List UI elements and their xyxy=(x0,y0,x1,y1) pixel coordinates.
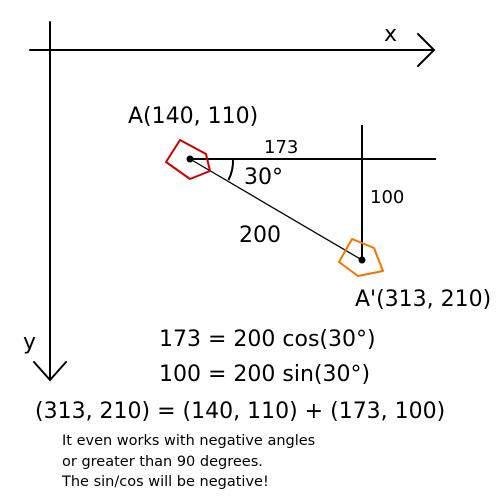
note-line-2: or greater than 90 degrees. xyxy=(62,454,263,470)
note-line-1: It even works with negative angles xyxy=(62,433,316,449)
note-line-3: The sin/cos will be negative! xyxy=(62,474,269,490)
sin-equation: 100 = 200 sin(30°) xyxy=(159,362,371,387)
angle-arc xyxy=(229,159,234,180)
hypotenuse-length-label: 200 xyxy=(239,223,281,248)
point-a-prime-dot xyxy=(359,257,366,264)
point-a-label: A(140, 110) xyxy=(128,104,259,129)
x-axis-label: x xyxy=(384,22,398,47)
sum-equation: (313, 210) = (140, 110) + (173, 100) xyxy=(35,399,446,424)
point-a-prime-label: A'(313, 210) xyxy=(355,287,492,312)
angle-label: 30° xyxy=(244,165,283,190)
y-axis-label: y xyxy=(23,330,37,355)
point-a-dot xyxy=(187,156,194,163)
cos-equation: 173 = 200 cos(30°) xyxy=(159,327,376,352)
horizontal-distance-label: 173 xyxy=(264,137,299,158)
vertical-distance-label: 100 xyxy=(370,187,405,208)
